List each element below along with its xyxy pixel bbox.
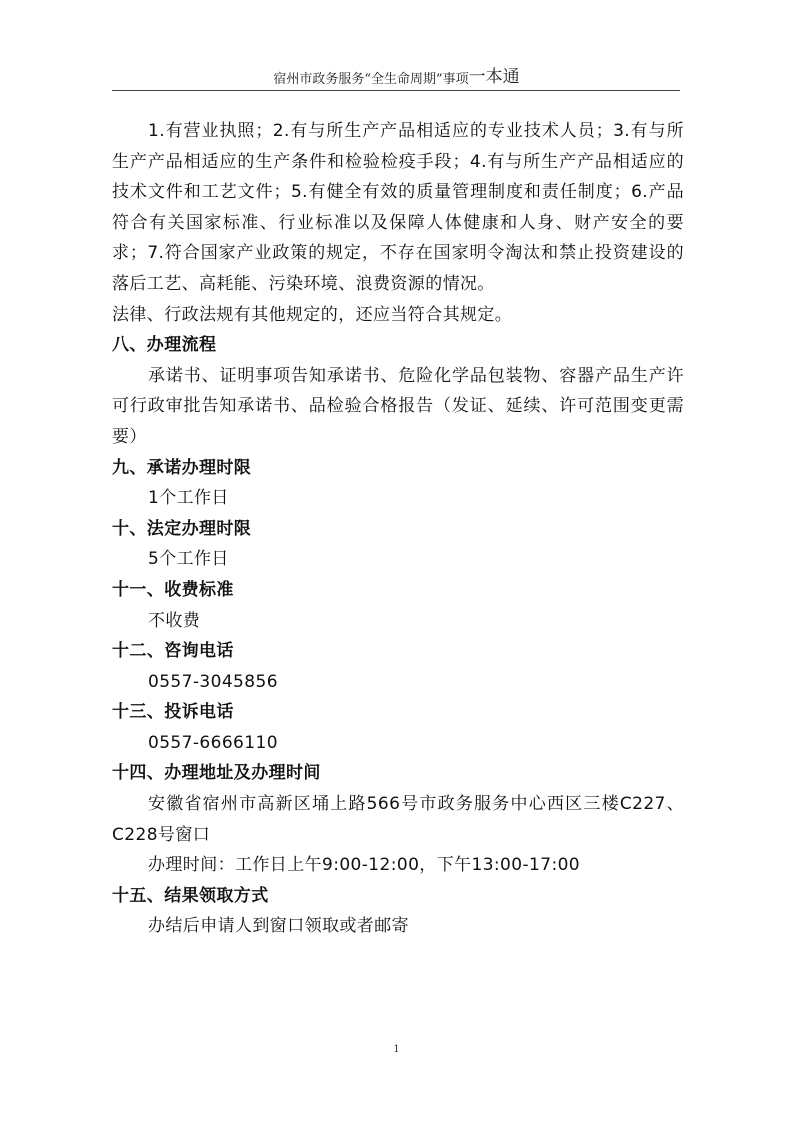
section-heading: 十五、结果领取方式 xyxy=(112,885,269,906)
section-promised-time-limit xyxy=(112,453,684,514)
section-paragraph: 0557-6666110 xyxy=(148,732,278,753)
section-complaint-phone xyxy=(112,697,684,758)
conditions-extra-paragraph: 法律、行政法规有其他规定的，还应当符合其规定。 xyxy=(112,304,513,325)
section-paragraph: 不收费 xyxy=(148,610,201,631)
section-paragraph: 5个工作日 xyxy=(148,549,229,570)
section-heading: 十四、办理地址及办理时间 xyxy=(112,763,321,784)
section-paragraph: 0557-3045856 xyxy=(148,671,278,692)
header-title-suffix: 一本通 xyxy=(468,67,520,87)
section-result-collection xyxy=(112,881,684,942)
conditions-paragraph: 1.有营业执照；2.有与所生产产品相适应的专业技术人员；3.有与所生产产品相适应的生产条件和检验检疫手段；4.有与所生产产品相适应的技术文件和工艺文件；5.有健全有效的质量管理制度和责任制度；6.产品符合有关国家标准、行业标准以及保障人体健康和人身、财产安全的要求；7.符合国家产业政策的规定，不存在国家明令淘汰和禁止投资建设的落后工艺、高耗能、污染环境、浪费资源的情况。 xyxy=(112,121,684,294)
section-heading: 九、承诺办理时限 xyxy=(112,457,252,478)
page-header xyxy=(0,62,793,86)
section-paragraph: 承诺书、证明事项告知承诺书、危险化学品包装物、容器产品生产许可行政审批告知承诺书、品检验合格报告（发证、延续、许可范围变更需要） xyxy=(112,365,684,447)
section-process xyxy=(112,330,684,452)
section-heading: 十一、收费标准 xyxy=(112,579,234,600)
section-heading: 十二、咨询电话 xyxy=(112,641,234,662)
section-paragraph: 办理时间：工作日上午9:00-12:00，下午13:00-17:00 xyxy=(148,855,581,876)
section-consult-phone xyxy=(112,636,684,697)
header-rule xyxy=(112,90,680,91)
section-address-hours xyxy=(112,758,684,880)
section-heading: 十、法定办理时限 xyxy=(112,518,252,539)
page-number: 1 xyxy=(393,1044,400,1055)
section-paragraph: 1个工作日 xyxy=(148,488,229,509)
section-legal-time-limit xyxy=(112,514,684,575)
section-heading: 八、办理流程 xyxy=(112,335,217,356)
section-paragraph: 办结后申请人到窗口领取或者邮寄 xyxy=(148,916,409,937)
section-heading: 十三、投诉电话 xyxy=(112,702,234,723)
document-body xyxy=(112,116,684,942)
header-title: 宿州市政务服务“全生命周期”事项 xyxy=(273,72,469,87)
section-paragraph: 安徽省宿州市高新区埇上路566号市政务服务中心西区三楼C227、C228号窗口 xyxy=(112,794,684,845)
section-fee-standard xyxy=(112,575,684,636)
